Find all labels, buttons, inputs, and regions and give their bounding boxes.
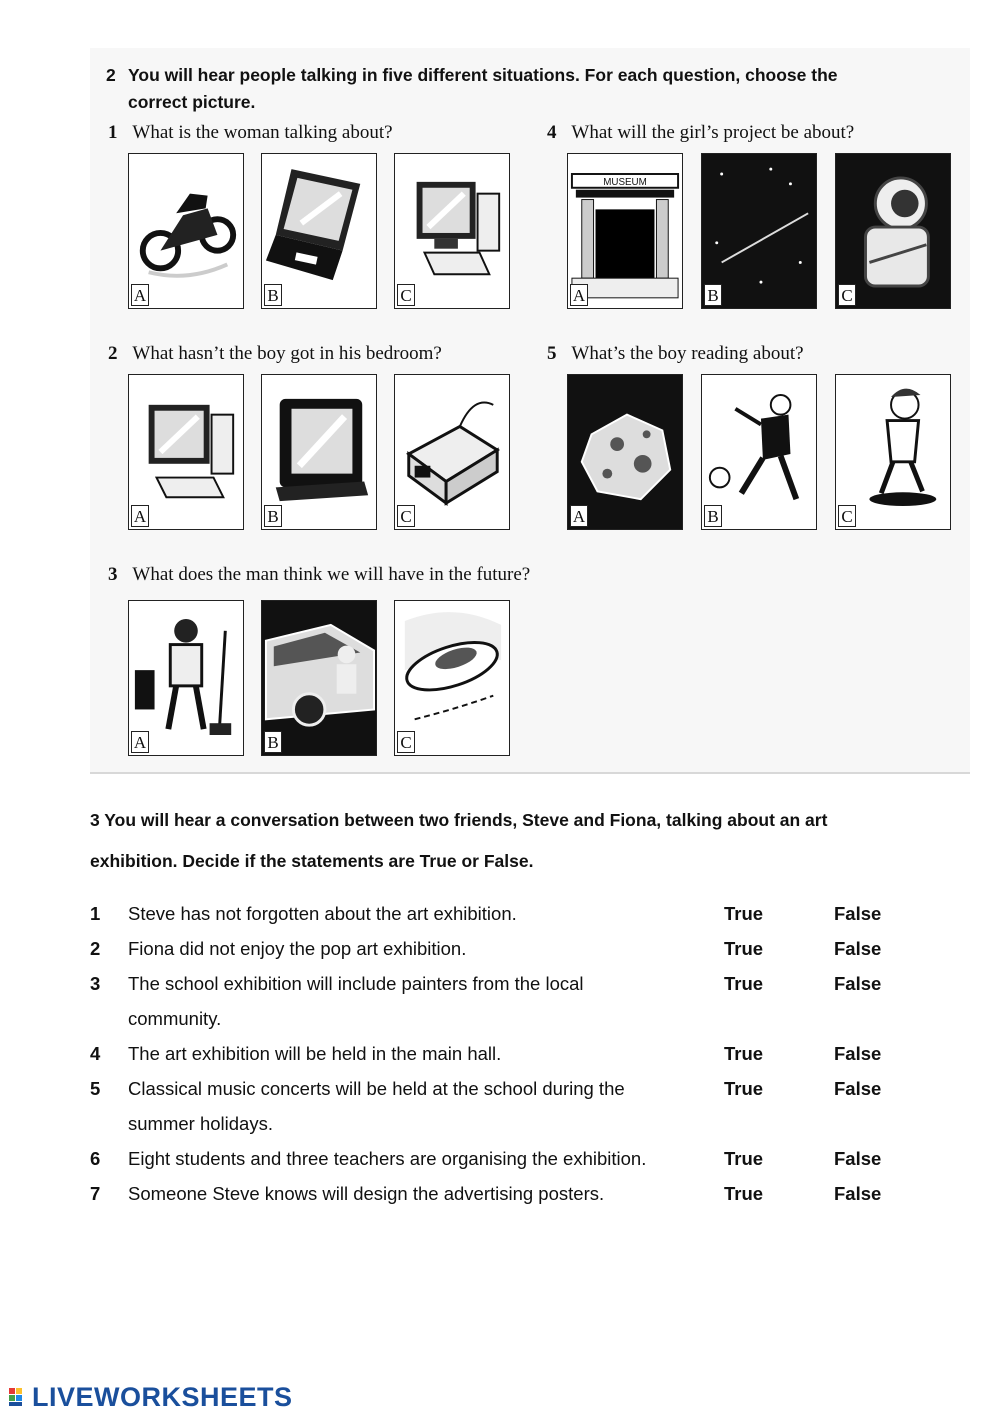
- option-label: C: [838, 505, 856, 527]
- section3-intro-line1: 3 You will hear a conversation between two friends, Steve and Fiona, talking about an art: [90, 810, 828, 830]
- statement-text: The art exhibition will be held in the main hall.: [128, 1043, 502, 1064]
- q5-option-a-asteroid[interactable]: [567, 374, 683, 530]
- question-text: What’s the boy reading about?: [571, 343, 804, 364]
- false-option[interactable]: False: [834, 1043, 882, 1064]
- option-label: A: [570, 505, 588, 527]
- option-label: B: [264, 284, 282, 306]
- liveworksheets-logo-icon: [8, 1386, 30, 1408]
- false-option[interactable]: False: [834, 973, 882, 994]
- q2-option-a-computer[interactable]: [128, 374, 244, 530]
- option-label: C: [397, 284, 415, 306]
- question-number: 2: [108, 343, 118, 364]
- statement-number: 6: [90, 1148, 101, 1169]
- question-number: 3: [108, 564, 118, 585]
- question-3: [108, 564, 530, 586]
- true-option[interactable]: True: [724, 1043, 764, 1064]
- statement-text: Someone Steve knows will design the advertising posters.: [128, 1183, 605, 1204]
- question-number: 1: [108, 122, 118, 143]
- question-5: [547, 343, 804, 365]
- q4-option-a-museum[interactable]: [567, 153, 683, 309]
- statement-number: 7: [90, 1183, 101, 1204]
- false-option[interactable]: False: [834, 1183, 882, 1204]
- option-label: C: [838, 284, 856, 306]
- option-label: B: [704, 284, 722, 306]
- statement-text: Fiona did not enjoy the pop art exhibition.: [128, 938, 467, 959]
- question-text: What does the man think we will have in the future?: [132, 564, 531, 585]
- statement-text-continued: community.: [128, 1008, 222, 1029]
- section2-title-line1: You will hear people talking in five different situations. For each question, choose the: [128, 65, 838, 85]
- option-label: C: [397, 505, 415, 527]
- q4-option-b-moon[interactable]: [701, 153, 817, 309]
- q3-option-c-flying-car[interactable]: [394, 600, 510, 756]
- statement-text: Eight students and three teachers are organising the exhibition.: [128, 1148, 647, 1169]
- option-label: A: [131, 731, 149, 753]
- question-text: What will the girl’s project be about?: [571, 122, 855, 143]
- question-1: [108, 122, 393, 144]
- true-option[interactable]: True: [724, 973, 764, 994]
- section2-number: 2: [106, 65, 116, 85]
- q1-option-b-laptop[interactable]: [261, 153, 377, 309]
- statement-number: 3: [90, 973, 101, 994]
- museum-sign: MUSEUM: [603, 176, 647, 188]
- q4-option-c-astronaut[interactable]: [835, 153, 951, 309]
- question-number: 5: [547, 343, 557, 364]
- q3-option-a-robot-cleaner[interactable]: [128, 600, 244, 756]
- statement-number: 5: [90, 1078, 101, 1099]
- option-label: C: [397, 731, 415, 753]
- question-2: [108, 343, 442, 365]
- option-label: B: [704, 505, 722, 527]
- q5-option-c-skateboard[interactable]: [835, 374, 951, 530]
- q2-option-c-printer[interactable]: [394, 374, 510, 530]
- statement-number: 2: [90, 938, 101, 959]
- option-label: A: [131, 284, 149, 306]
- q5-option-b-football[interactable]: [701, 374, 817, 530]
- option-label: A: [570, 284, 588, 306]
- section3-intro-line2: exhibition. Decide if the statements are True or False.: [90, 851, 534, 871]
- true-option[interactable]: True: [724, 1078, 764, 1099]
- false-option[interactable]: False: [834, 1148, 882, 1169]
- option-label: B: [264, 505, 282, 527]
- q3-option-b-robot-car[interactable]: [261, 600, 377, 756]
- option-label: B: [264, 731, 282, 753]
- false-option[interactable]: False: [834, 938, 882, 959]
- section2-title-line2: correct picture.: [128, 92, 256, 112]
- question-number: 4: [547, 122, 557, 143]
- q2-option-b-television[interactable]: [261, 374, 377, 530]
- question-text: What is the woman talking about?: [132, 122, 393, 143]
- section3-instructions: [90, 800, 920, 882]
- q1-option-a-motorbike[interactable]: [128, 153, 244, 309]
- false-option[interactable]: False: [834, 1078, 882, 1099]
- statement-text: Classical music concerts will be held at the school during the: [128, 1078, 625, 1099]
- true-option[interactable]: True: [724, 903, 764, 924]
- liveworksheets-brand-text: LIVEWORKSHEETS: [32, 1381, 293, 1412]
- false-option[interactable]: False: [834, 903, 882, 924]
- statement-text: The school exhibition will include painters from the local: [128, 973, 584, 994]
- statement-number: 1: [90, 903, 101, 924]
- statement-text-continued: summer holidays.: [128, 1113, 273, 1134]
- q1-option-c-desktop-computer[interactable]: [394, 153, 510, 309]
- question-text: What hasn’t the boy got in his bedroom?: [132, 343, 442, 364]
- question-4: [547, 122, 854, 144]
- section2-instructions: [106, 62, 956, 116]
- section-divider: [90, 772, 970, 774]
- option-label: A: [131, 505, 149, 527]
- true-option[interactable]: True: [724, 1183, 764, 1204]
- true-option[interactable]: True: [724, 1148, 764, 1169]
- statement-text: Steve has not forgotten about the art exhibition.: [128, 903, 517, 924]
- true-option[interactable]: True: [724, 938, 764, 959]
- statement-number: 4: [90, 1043, 101, 1064]
- liveworksheets-logo[interactable]: [8, 1380, 293, 1414]
